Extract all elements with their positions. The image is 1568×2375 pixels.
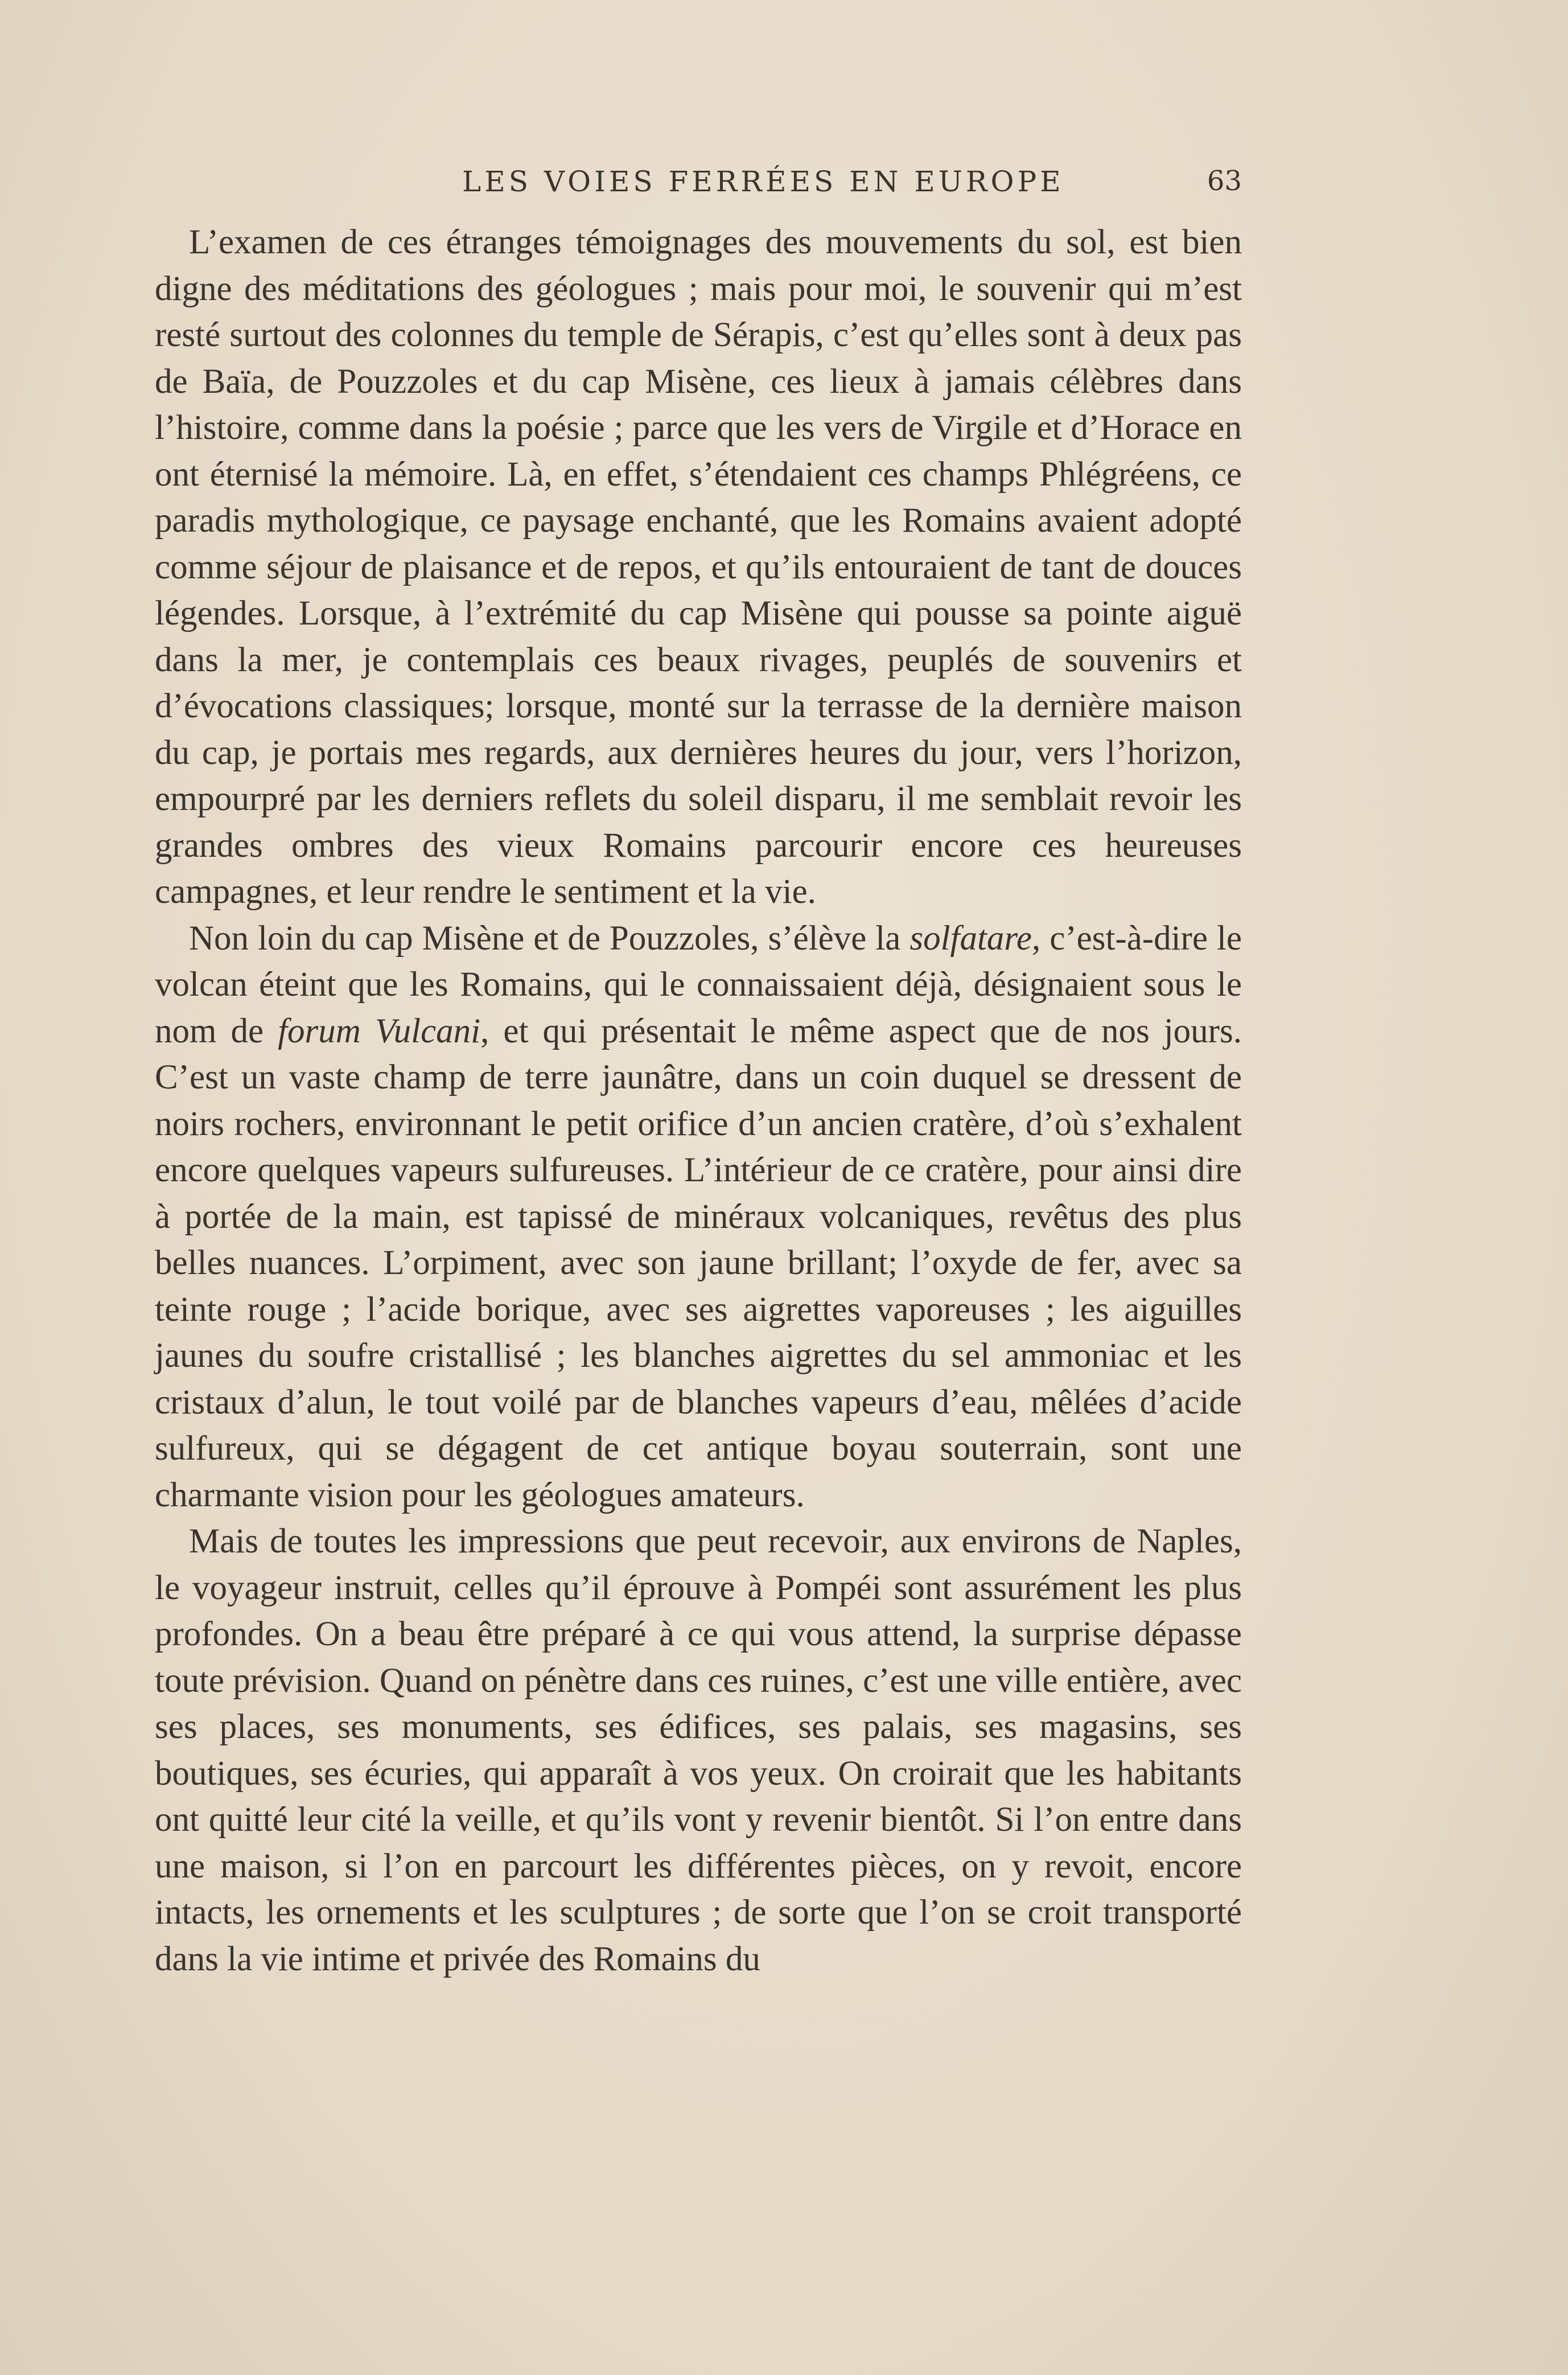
page-header [155,165,1242,211]
body-text [155,219,1242,1982]
paragraph-2 [155,915,1242,1519]
paragraph-1 [155,219,1242,915]
paragraph-1-text: L’examen de ces étranges témoignages des mouvements du sol, est bien digne des méditations des géologues ; mais pour moi, le souvenir qui m’est resté surtout des colonnes du temple de Sérapis, c’est qu’elles sont à deux pas de Baïa, de Pouzzoles et du cap Misène, ces lieux à jamais célèbres dans l’histoire, comme dans la poésie ; parce que les vers de Virgile et d’Horace en ont éternisé la mémoire. Là, en effet, s’étendaient ces champs Phlégréens, ce paradis mythologique, ce paysage enchanté, que les Romains avaient adopté comme séjour de plaisance et de repos, et qu’ils entouraient de tant de douces légendes. Lorsque, à l’extrémité du cap Misène qui pousse sa pointe aiguë dans la mer, je contemplais ces beaux rivages, peuplés de souvenirs et d’évocations classiques; lorsque, monté sur la terrasse de la dernière maison du cap, je portais mes regards, aux dernières heures du jour, vers l’horizon, empourpré par les derniers reflets du soleil disparu, il me semblait revoir les grandes ombres des vieux Romains parcourir encore ces heureuses campagnes, et leur rendre le sentiment et la vie. [155,223,1242,911]
italic-term-forum-vulcani: forum Vulcani [278,1012,481,1050]
paragraph-2-part3: , et qui présentait le même aspect que de nos jours. C’est un vaste champ de terre jaunâtre, dans un coin duquel se dressent de noirs rochers, environnant le petit orifice d’un ancien cratère, d’où s’exhalent encore quelques vapeurs sulfureuses. L’intérieur de ce cratère, pour ainsi dire à portée de la main, est tapissé de minéraux volcaniques, revêtus des plus belles nuances. L’orpiment, avec son jaune brillant; l’oxyde de fer, avec sa teinte rouge ; l’acide borique, avec ses aigrettes vaporeuses ; les aiguilles jaunes du soufre cristallisé ; les blanches aigrettes du sel ammoniac et les cristaux d’alun, le tout voilé par de blanches vapeurs d’eau, mêlées d’acide sulfureux, qui se dégagent de cet antique boyau souterrain, sont une charmante vision pour les géologues amateurs. [155,1012,1242,1514]
paragraph-3 [155,1518,1242,1982]
paragraph-3-text: Mais de toutes les impressions que peut recevoir, aux environs de Naples, le voyageur instruit, celles qu’il éprouve à Pompéi sont assurément les plus profondes. On a beau être préparé à ce qui vous attend, la surprise dépasse toute prévision. Quand on pénètre dans ces ruines, c’est une ville entière, avec ses places, ses monuments, ses édifices, ses palais, ses magasins, ses boutiques, ses écuries, qui apparaît à vos yeux. On croirait que les habitants ont quitté leur cité la veille, et qu’ils vont y revenir bientôt. Si l’on entre dans une maison, si l’on en parcourt les différentes pièces, on y revoit, encore intacts, les ornements et les sculptures ; de sorte que l’on se croit transporté dans la vie intime et privée des Romains du [155,1522,1242,1978]
running-title: LES VOIES FERRÉES EN EUROPE [462,165,1064,198]
page-number: 63 [1207,165,1242,197]
paragraph-2-part1: Non loin du cap Misène et de Pouzzoles, s’élève la [189,919,910,958]
paragraph-2-part2: , c’est-à-dire le volcan éteint que les Romains, qui le connaissaient déjà, désignaient sous le nom de [155,919,1242,1050]
italic-term-solfatare: solfatare [909,919,1032,958]
